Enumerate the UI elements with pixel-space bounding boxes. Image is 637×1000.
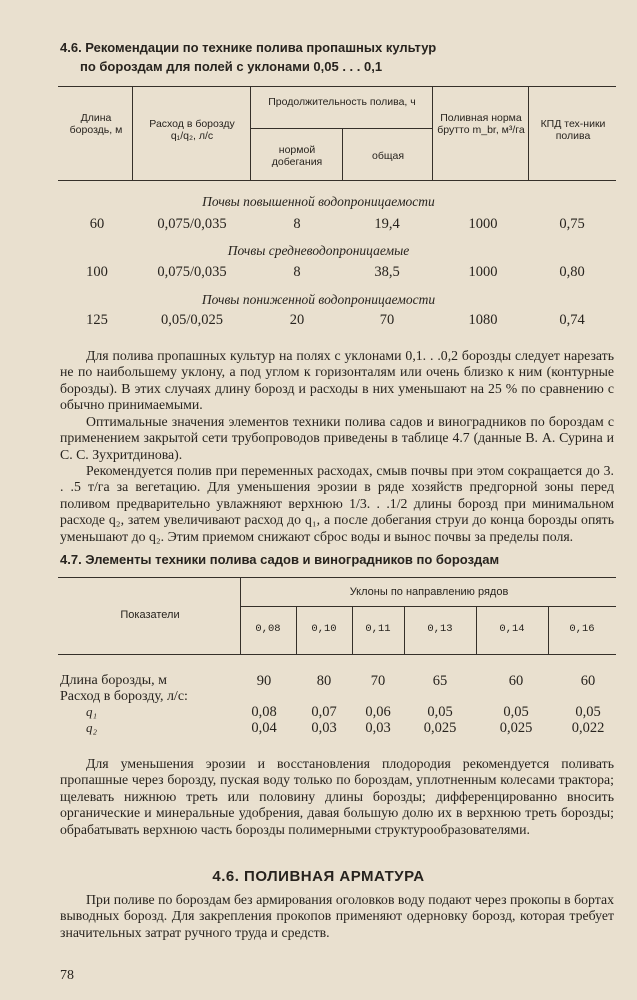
group-title: Почвы повышенной водопроницаемости [202,194,435,209]
paragraph: Рекомендуется полив при переменных расходах, смыв почвы при этом сокращается до 3. . .5 т/га за вегетацию. Для уменьшения эрозии в ряде хозяйств предгорной зоны перед поливом предварительно увлажняют верхнюю 1/3. . .1/2 длины борозд при минимальном расходе q₂, затем увеличивают расход до q₁, а после добегания струи до конца борозды опять уменьшают до q₂. Этим приемом снижают сброс воды и вынос почвы за пределы поля. [60,463,614,544]
cell: 0,05 [427,704,453,720]
cell: 100 [86,264,108,280]
slope-value: 0,08 [255,623,281,635]
cell: 0,03 [311,720,337,736]
cell: 0,07 [311,704,337,720]
cell: 125 [86,312,108,328]
cell: 0,025 [423,720,457,736]
slope-value: 0,14 [499,623,525,635]
row-label: Длина борозды, м [60,673,168,688]
paragraph: Оптимальные значения элементов техники полива садов и виноградников по бороздам с применением закрытой сети трубопроводов приведены в таблице 4.7 (данные В. А. Сурина и С. С. Зухритдинова). [60,414,614,462]
slope-value: 0,13 [427,623,453,635]
cell: 90 [256,673,272,689]
cell: 0,03 [365,720,391,736]
cell: 8 [293,264,301,280]
table46-caption-line2: по бороздам для полей с уклонами 0,05 . . . 0,1 [80,59,383,74]
cell: 0,05 [503,704,529,720]
cell: 0,80 [559,264,585,280]
row-label: Расход в борозду, л/с: [60,689,188,704]
header-slopes: Уклоны по направлению рядов [349,586,509,598]
cell: 80 [316,673,332,689]
header-length: Длина бороздь, м [69,112,123,136]
header-norm: Поливная норма брутто m_br, м³/га [437,112,525,136]
cell: 1000 [468,216,498,232]
cell: 0,025 [499,720,533,736]
cell: 1000 [468,264,498,280]
table47-header-bottom-rule [58,654,616,655]
table46-top-rule [58,86,616,87]
cell: 0,075/0,035 [157,264,227,280]
cell: 1080 [468,312,498,328]
header-total: общая [371,150,405,162]
header-indicators: Показатели [120,609,180,621]
header-kpd: КПД тех-ники полива [540,118,606,142]
cell: 0,08 [251,704,277,720]
cell: 38,5 [374,264,400,280]
cell: 0,74 [559,312,585,328]
table46-duration-rule [250,128,432,129]
table47-top-rule [58,577,616,578]
cell: 0,075/0,035 [157,216,227,232]
group-title: Почвы средневодопроницаемые [227,243,410,258]
cell: 0,05/0,025 [160,312,224,328]
cell: 70 [370,673,386,689]
cell: 0,06 [365,704,391,720]
cell: 0,04 [251,720,277,736]
slope-value: 0,10 [311,623,337,635]
slope-value: 0,11 [365,623,391,635]
slope-value: 0,16 [569,623,595,635]
header-flow: Расход в борозду q₁/q₂, л/с [149,118,235,142]
cell: 70 [379,312,395,328]
table47-caption: 4.7. Элементы техники полива садов и виноградников по бороздам [60,552,500,567]
table46-caption-line1: 4.6. Рекомендации по технике полива пропашных культур [60,40,437,55]
table46-header-bottom-rule [58,180,616,181]
paragraph: При поливе по бороздам без армирования оголовков воду подают через прокопы в бортах выводных борозд. Для закрепления прокопов применяют одерновку борозд, которая требует значительных затрат ручного труда и средств. [60,892,614,940]
group-title: Почвы пониженной водопроницаемости [201,292,436,307]
cell: 20 [289,312,305,328]
cell: 0,05 [575,704,601,720]
row-label-q1: q₁ [86,704,98,719]
paragraph: Для уменьшения эрозии и восстановления плодородия рекомендуется поливать пропашные через борозду, пуская воду только по бороздам, уплотненным колесами трактора; щелевать нижнюю треть или половину длины борозды; дифференцированно вносить органические и минеральные удобрения, давая большую долю их в верхнюю треть борозды; обрабатывать верхнюю часть борозды полимерными структурообразователями. [60,756,614,837]
cell: 60 [508,673,524,689]
section-title: 4.6. ПОЛИВНАЯ АРМАТУРА [212,868,425,885]
cell: 19,4 [374,216,400,232]
paragraph: Для полива пропашных культур на полях с уклонами 0,1. . .0,2 борозды следует нарезать не по наибольшему уклону, а под углом к горизонталям или очень близко к ним (контурные борозды). В этих случаях длину борозд и расходы в них уменьшают на 25 % по сравнению с обычно принимаемыми. [60,348,614,413]
row-label-q2: q₂ [86,720,98,735]
cell: 0,022 [571,720,605,736]
cell: 8 [293,216,301,232]
cell: 0,75 [559,216,585,232]
cell: 65 [432,673,448,689]
header-normal: нормой добегания [271,144,323,168]
page-number: 78 [60,968,74,983]
header-duration: Продолжительность полива, ч [268,96,416,108]
cell: 60 [89,216,105,232]
cell: 60 [580,673,596,689]
